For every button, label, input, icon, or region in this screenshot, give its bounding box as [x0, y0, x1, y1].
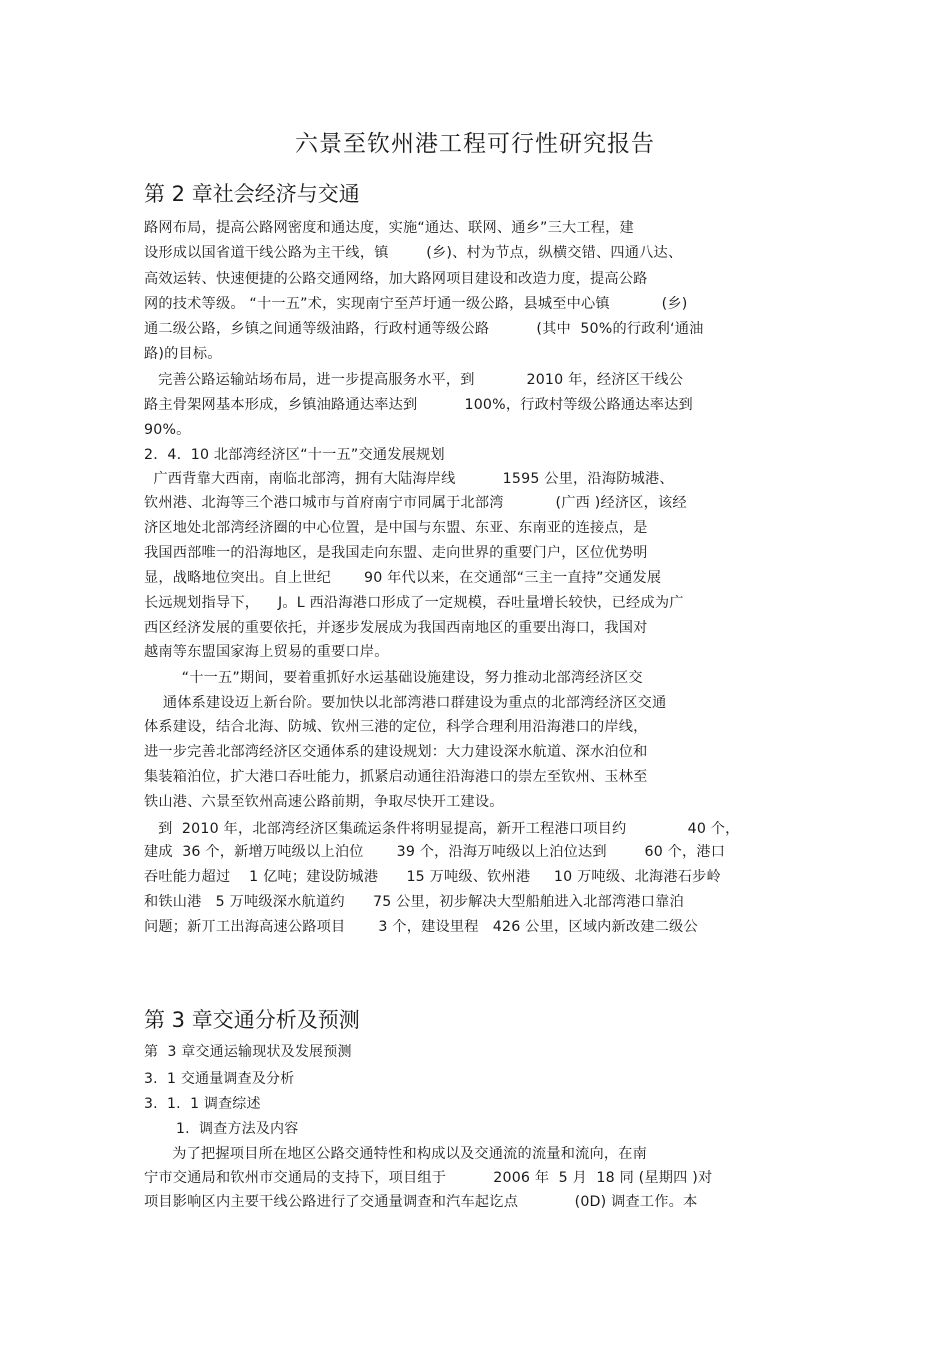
paragraph-line: 设形成以国省道干线公路为主干线，镇 (乡)、村为节点，纵横交错、四通八达、 [144, 245, 683, 261]
paragraph-line: 90%。 [144, 422, 191, 438]
paragraph-line: 越南等东盟国家海上贸易的重要口岸。 [144, 644, 389, 660]
paragraph-line: 西区经济发展的重要依托，并逐步发展成为我国西南地区的重要出海口，我国对 [144, 620, 648, 636]
paragraph-line: 路主骨架网基本形成，乡镇油路通达率达到 100%，行政村等级公路通达率达到 [144, 397, 693, 413]
paragraph-line: 铁山港、六景至钦州高速公路前期，争取尽快开工建设。 [144, 794, 504, 810]
paragraph-line: 项目影响区内主要干线公路进行了交通量调查和汽车起讫点 (0D) 调查工作。本 [144, 1194, 698, 1210]
paragraph-line: 完善公路运输站场布局，进一步提高服务水平，到 2010 年，经济区干线公 [144, 372, 684, 388]
paragraph-line: 通二级公路，乡镇之间通等级油路，行政村通等级公路 (其中 50%的行政利‘通油 [144, 321, 704, 337]
subsection-heading: 3. 1. 1 调查综述 [144, 1096, 261, 1112]
paragraph-line: 我国西部唯一的沿海地区，是我国走向东盟、走向世界的重要门户，区位优势明 [144, 545, 648, 561]
paragraph-line: 长远规划指导下， J。L 西沿海港口形成了一定规模，吞吐量增长较快，已经成为广 [144, 595, 684, 611]
paragraph-line: 路网布局，提高公路网密度和通达度，实施“通达、联网、通乡”三大工程，建 [144, 220, 634, 236]
paragraph-line: 钦州港、北海等三个港口城市与首府南宁市同属于北部湾 (广西 )经济区，该经 [144, 495, 687, 511]
report-title: 六景至钦州港工程可行性研究报告 [295, 131, 655, 157]
paragraph-line: 问题；新丌工出海高速公路项目 3 个，建设里程 426 公里，区域内新改建二级公 [144, 919, 698, 935]
paragraph-line: 宁市交通局和钦州市交通局的支持下，项目组于 2006 年 5 月 18 同 (星期四 )对 [144, 1170, 713, 1186]
paragraph-line: 济区地处北部湾经济圈的中心位置，是中国与东盟、东亚、东南亚的连接点，是 [144, 520, 648, 536]
chapter-3-heading: 第 3 章交通分析及预测 [144, 1008, 360, 1032]
section-heading: 3. 1 交通量调查及分析 [144, 1071, 295, 1087]
paragraph-line: 网的技术等级。 “十一五”术，实现南宁至芦圩通一级公路，县城至中心镇 (乡) [144, 296, 688, 312]
paragraph-line: 进一步完善北部湾经济区交通体系的建设规划：大力建设深水航道、深水泊位和 [144, 744, 648, 760]
paragraph-line: 建成 36 个，新增万吨级以上泊位 39 个，沿海万吨级以上泊位达到 60 个，港口 [144, 844, 726, 860]
chapter-3-subtitle: 第 3 章交通运输现状及发展预测 [144, 1044, 352, 1060]
paragraph-line: 显，战略地位突出。自上世纪 90 年代以来，在交通部“三主一直持”交通发展 [144, 570, 662, 586]
paragraph-line: 通体系建设迈上新台阶。要加快以北部湾港口群建设为重点的北部湾经济区交通 [144, 695, 667, 711]
paragraph-line: 集装箱泊位，扩大港口吞吐能力，抓紧启动通往沿海港口的崇左至钦州、玉林至 [144, 769, 648, 785]
numbered-item: 1. 调查方法及内容 [176, 1121, 299, 1137]
paragraph-line: 和铁山港 5 万吨级深水航道约 75 公里，初步解决大型船舶进入北部湾港口靠泊 [144, 894, 684, 910]
paragraph-line: “十一五”期间，要着重抓好水运基础设施建设，努力推动北部湾经济区交 [144, 670, 643, 686]
section-heading: 2. 4. 10 北部湾经济区“十一五”交通发展规划 [144, 447, 445, 463]
chapter-2-heading: 第 2 章社会经济与交通 [144, 182, 360, 206]
paragraph-line: 吞吐能力超过 1 亿吨；建设防城港 15 万吨级、钦州港 10 万吨级、北海港石步岭 [144, 869, 721, 885]
paragraph-line: 广西背靠大西南，南临北部湾，拥有大陆海岸线 1595 公里，沿海防城港、 [144, 471, 674, 487]
paragraph-line: 为了把握项目所在地区公路交通特性和构成以及交通流的流量和流向，在南 [144, 1146, 648, 1162]
paragraph-line: 体系建设，结合北海、防城、钦州三港的定位，科学合理利用沿海港口的岸线， [144, 719, 648, 735]
paragraph-line: 高效运转、快速便捷的公路交通网络，加大路网项目建设和改造力度，提高公路 [144, 271, 648, 287]
paragraph-line: 路)的目标。 [144, 346, 222, 362]
paragraph-line: 到 2010 年，北部湾经济区集疏运条件将明显提高，新开工程港口项目约 40 个， [144, 821, 740, 837]
